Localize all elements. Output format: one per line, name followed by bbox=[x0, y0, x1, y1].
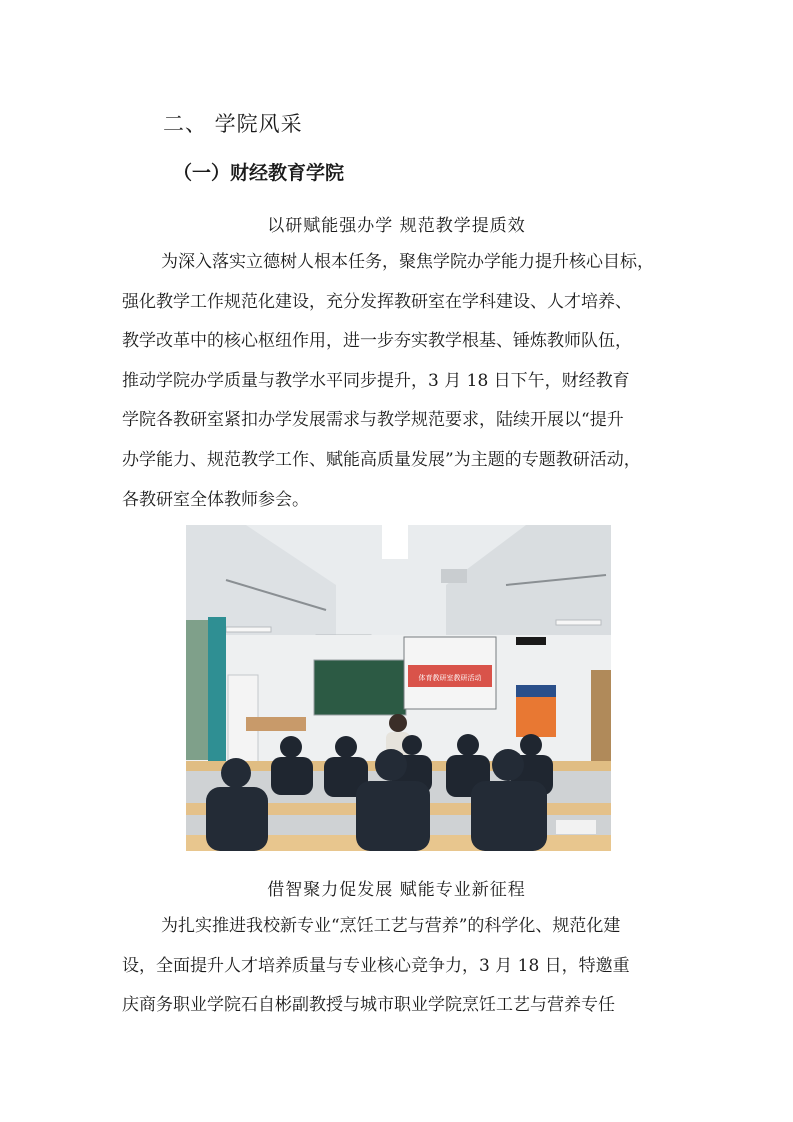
paragraph-line: 教学改革中的核心枢纽作用，进一步夯实教学根基、锤炼教师队伍， bbox=[122, 331, 632, 352]
paragraph-line: 庆商务职业学院石自彬副教授与城市职业学院烹饪工艺与营养专任 bbox=[122, 995, 615, 1016]
article-paragraph bbox=[122, 907, 690, 1026]
paragraph-line: 强化教学工作规范化建设，充分发挥教研室在学科建设、人才培养、 bbox=[122, 291, 632, 312]
paragraph-line: 推动学院办学质量与教学水平同步提升，3 月 18 日下午，财经教育 bbox=[122, 370, 630, 391]
activity-photo bbox=[186, 525, 611, 851]
article-title: 借智聚力促发展 赋能专业新征程 bbox=[267, 880, 526, 900]
paragraph-line: 学院各教研室紧扣办学发展需求与教学规范要求，陆续开展以“提升 bbox=[122, 410, 624, 431]
paragraph-line: 办学能力、规范教学工作、赋能高质量发展”为主题的专题教研活动， bbox=[122, 449, 641, 470]
subsection-heading: （一）财经教育学院 bbox=[173, 162, 345, 184]
article-paragraph bbox=[122, 243, 690, 520]
article-title: 以研赋能强办学 规范教学提质效 bbox=[267, 216, 526, 236]
paragraph-line: 设，全面提升人才培养质量与专业核心竞争力，3 月 18 日，特邀重 bbox=[122, 955, 630, 976]
paragraph-line: 为深入落实立德树人根本任务，聚焦学院办学能力提升核心目标， bbox=[161, 252, 654, 272]
classroom-illustration bbox=[186, 525, 611, 851]
paragraph-line: 各教研室全体教师参会。 bbox=[122, 489, 309, 510]
paragraph-line: 为扎实推进我校新专业“烹饪工艺与营养”的科学化、规范化建 bbox=[161, 916, 621, 936]
section-heading: 二、 学院风采 bbox=[163, 112, 303, 136]
projector-screen-text: 体育教研室教研活动 bbox=[418, 674, 482, 682]
